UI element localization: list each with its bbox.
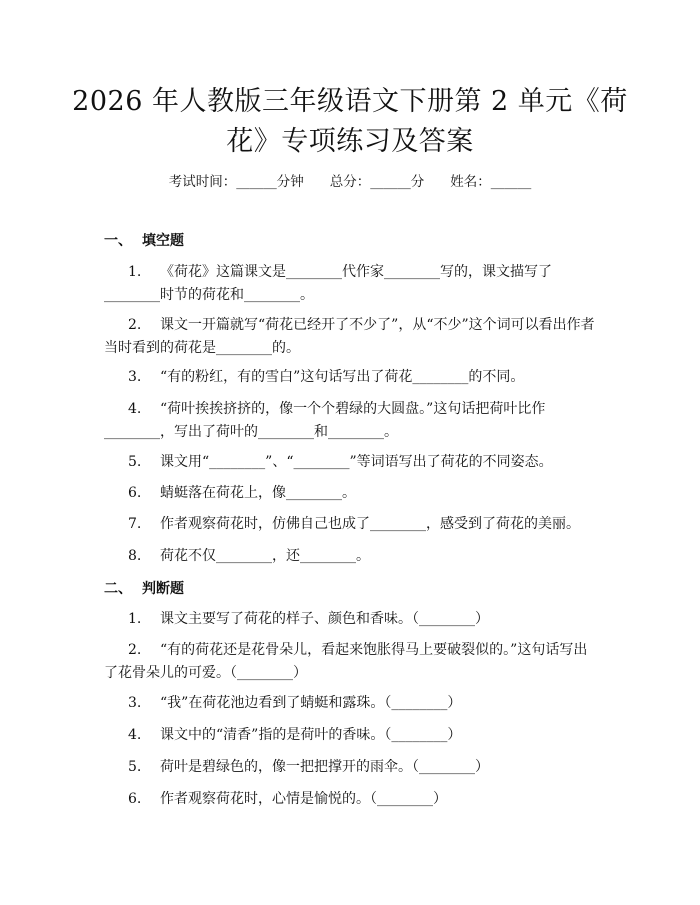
- question-text: 课文主要写了荷花的样子、颜色和香味。（________）: [160, 611, 489, 627]
- question-number: 2.: [128, 317, 142, 333]
- question-number: 4.: [128, 401, 142, 417]
- question-text: 作者观察荷花时，仿佛自己也成了________，感受到了荷花的美丽。: [160, 516, 580, 532]
- question-number: 3.: [128, 369, 142, 385]
- section-label: 判断题: [142, 581, 184, 597]
- question-text: 作者观察荷花时，心情是愉悦的。（________）: [160, 791, 447, 807]
- section-heading-fill-blanks: [104, 230, 184, 250]
- question-item: [104, 692, 600, 715]
- question-item: [104, 788, 600, 811]
- question-number: 4.: [128, 727, 142, 743]
- question-number: 1.: [128, 264, 142, 280]
- question-number: 6.: [128, 485, 142, 501]
- section-number: 一、: [104, 233, 132, 249]
- question-text: 课文一开篇就写“荷花已经开了不少了”，从“不少”这个词可以看出作者当时看到的荷花是________的。: [104, 317, 595, 356]
- question-item: [104, 482, 600, 505]
- question-item: [104, 545, 600, 568]
- question-number: 2.: [128, 642, 142, 658]
- question-item: [104, 261, 600, 307]
- question-number: 6.: [128, 791, 142, 807]
- section-number: 二、: [104, 581, 132, 597]
- section-label: 填空题: [142, 233, 184, 249]
- question-text: 蜻蜓落在荷花上，像________。: [160, 485, 356, 501]
- question-item: [104, 639, 600, 685]
- question-text: “有的荷花还是花骨朵儿，看起来饱胀得马上要破裂似的。”这句话写出了花骨朵儿的可爱。（________）: [104, 642, 588, 681]
- question-item: [104, 451, 600, 474]
- question-text: “我”在荷花池边看到了蜻蜓和露珠。（________）: [160, 695, 462, 711]
- question-number: 7.: [128, 516, 142, 532]
- question-number: 1.: [128, 611, 142, 627]
- question-item: [104, 314, 600, 360]
- question-number: 3.: [128, 695, 142, 711]
- exam-meta: [0, 170, 700, 190]
- question-text: 课文用“________”、“________”等词语写出了荷花的不同姿态。: [160, 454, 553, 470]
- question-text: 课文中的“清香”指的是荷叶的香味。（________）: [160, 727, 462, 743]
- question-text: 荷叶是碧绿色的，像一把把撑开的雨伞。（________）: [160, 759, 489, 775]
- question-item: [104, 366, 600, 389]
- question-text: 《荷花》这篇课文是________代作家________写的，课文描写了________时节的荷花和________。: [104, 264, 552, 303]
- exam-time-field: 考试时间：______分钟: [168, 174, 304, 190]
- question-text: “荷叶挨挨挤挤的，像一个个碧绿的大圆盘。”这句话把荷叶比作________，写出了荷叶的________和________。: [104, 401, 546, 440]
- section-heading-true-false: [104, 578, 184, 598]
- question-item: [104, 398, 600, 444]
- total-score-field: 总分：______分: [329, 174, 425, 190]
- page-title: 2026 年人教版三年级语文下册第 2 单元《荷花》专项练习及答案: [72, 86, 628, 157]
- question-text: 荷花不仅________，还________。: [160, 548, 370, 564]
- student-name-field: 姓名：______: [450, 174, 532, 190]
- question-item: [104, 608, 600, 631]
- question-text: “有的粉红，有的雪白”这句话写出了荷花________的不同。: [160, 369, 525, 385]
- question-number: 8.: [128, 548, 142, 564]
- question-item: [104, 513, 600, 536]
- question-number: 5.: [128, 759, 142, 775]
- question-number: 5.: [128, 454, 142, 470]
- question-item: [104, 724, 600, 747]
- question-item: [104, 756, 600, 779]
